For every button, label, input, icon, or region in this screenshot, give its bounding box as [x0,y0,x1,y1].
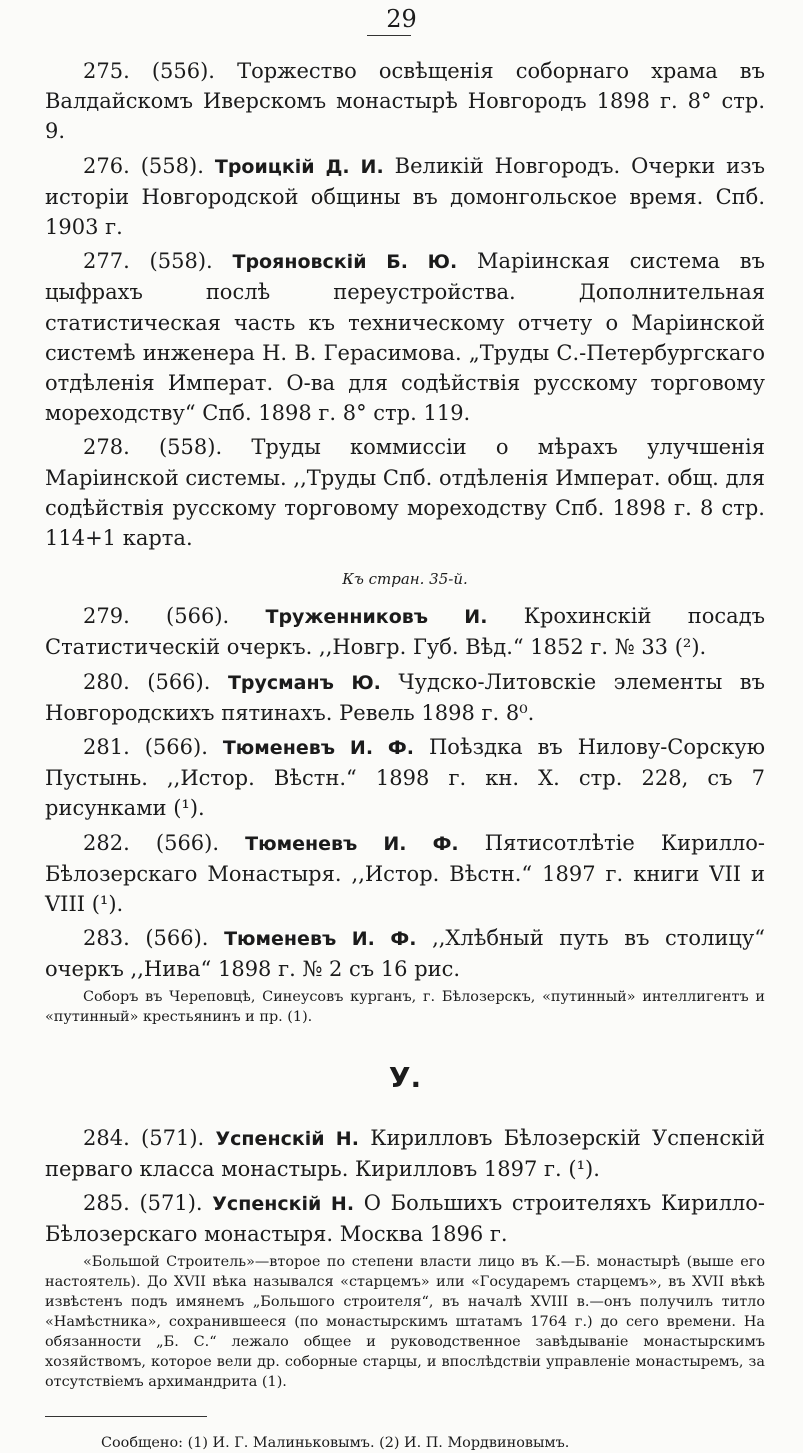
entry-text: Поѣздка въ Нилову-Сорскую Пустынь. ,,Истор. Вѣстн.“ 1898 г. кн. X. стр. 228, съ 7 рисунками (¹). [45,735,765,821]
page-number: 29 [386,5,417,33]
entry-text: О Большихъ строителяхъ Кирилло-Бѣлозерскаго монастыря. Москва 1896 г. [45,1191,765,1247]
entry-author: Трусманъ Ю. [227,671,381,694]
entry-number: 279. (566). [83,604,230,629]
entry-number: 277. (558). [83,249,213,274]
entry-number: 275. (556). [83,59,215,83]
entry-author: Успенскій Н. [215,1127,359,1150]
entry-number: 284. (571). [83,1125,205,1150]
entry-author: Трояновскій Б. Ю. [232,251,458,274]
entry-text: Крохинскій посадъ Статистическій очеркъ. ,,Новгр. Губ. Вѣд.“ 1852 г. № 33 (²). [45,604,765,660]
note-285: «Большой Строитель»—второе по степени власти лицо въ К.—Б. монастырѣ (выше его настоятель). До XVII вѣка назывался «старцемъ» или «Государемъ старцемъ», въ XVII вѣкѣ извѣстенъ подъ имянемъ „Большого строителя“, въ началѣ XVIII в.—онъ получилъ титло «Намѣстника», сохранившееся (по монастырскимъ штатамъ 1764 г.) до сего времени. На обязанности „Б. С.“ лежало общее и руководственное завѣдываніе монастырскимъ хозяйствомъ, которое вели др. соборные старцы, и впослѣдствіи управленіе монастыремъ, за отсутствіемъ архимандрита (1). [45,1253,765,1390]
page-content [45,56,765,1453]
entry-number: 276. (558). [83,153,204,178]
section-heading: Къ стран. 35-й. [342,570,468,589]
entry-text: Труды коммиссіи о мѣрахъ улучшенія Маріинской системы. ,,Труды Спб. отдѣленія Императ. общ. для содѣйствія русскому торговому мореходству Спб. 1898 г. 8 стр. 114+1 карта. [45,435,765,551]
entry-text: Кирилловъ Бѣлозерскій Успенскій перваго класса монастырь. Кирилловъ 1897 г. (¹). [45,1125,765,1181]
entry-author: Троицкій Д. И. [214,155,384,178]
entry-number: 285. (571). [83,1191,203,1216]
entry-text: ,,Хлѣбный путь въ столицу“ очеркъ ,,Нива“ 1898 г. № 2 съ 16 рис. [45,926,765,982]
entry-number: 280. (566). [83,669,211,694]
entry-279 [45,601,765,662]
entry-text: Маріинская система въ цыфрахъ послѣ переустройства. Дополнительная статистическая часть къ техническому отчету о Маріинской системѣ инженера Н. В. Герасимова. „Труды С.-Петербургскаго отдѣленія Императ. О-ва для содѣйствія русскому торговому мореходству“ Спб. 1898 г. 8° стр. 119. [45,249,765,426]
footnote-rule [45,1416,207,1417]
entry-285 [45,1188,765,1249]
note-283: Соборъ въ Череповцѣ, Синеусовъ курганъ, г. Бѣлозерскъ, «путинный» интеллигентъ и «путинный» крестьянинъ и пр. (1). [45,988,765,1025]
footnote: Сообщено: (1) И. Г. Малиньковымъ. (2) И. П. Мордвиновымъ. [101,1434,570,1451]
entry-author: Тюменевъ И. Ф. [245,832,459,855]
entry-280 [45,667,765,728]
entry-number: 282. (566). [83,830,220,855]
entry-author: Тюменевъ И. Ф. [222,737,414,760]
letter-heading: У. [388,1060,422,1094]
entry-275 [45,56,765,147]
entry-text: Великій Новгородъ. Очерки изъ исторіи Новгородской общины въ домонгольское время. Спб. 1903 г. [45,153,765,240]
entry-number: 281. (566). [83,735,208,760]
entry-text: Чудско-Литовскіе элементы въ Новгородскихъ пятинахъ. Ревель 1898 г. 8⁰. [45,669,765,725]
entry-author: Тюменевъ И. Ф. [224,928,417,951]
page-number-rule [367,35,411,36]
entry-283 [45,923,765,984]
entry-276 [45,151,765,243]
entry-author: Успенскій Н. [212,1193,355,1216]
entry-282 [45,828,765,920]
entry-text: Торжество освѣщенія соборнаго храма въ Валдайскомъ Иверскомъ монастырѣ Новгородъ 1898 г. 8° стр. 9. [45,59,765,144]
entry-278 [45,432,765,553]
entry-number: 278. (558). [83,435,223,460]
entry-text: Пятисотлѣтіе Кирилло-Бѣлозерскаго Монастыря. ,,Истор. Вѣстн.“ 1897 г. книги VII и VIII (¹). [45,830,765,917]
entry-281 [45,732,765,824]
entry-277 [45,246,765,428]
entry-number: 283. (566). [83,926,209,951]
entry-284 [45,1123,765,1184]
entry-author: Труженниковъ И. [265,606,488,629]
